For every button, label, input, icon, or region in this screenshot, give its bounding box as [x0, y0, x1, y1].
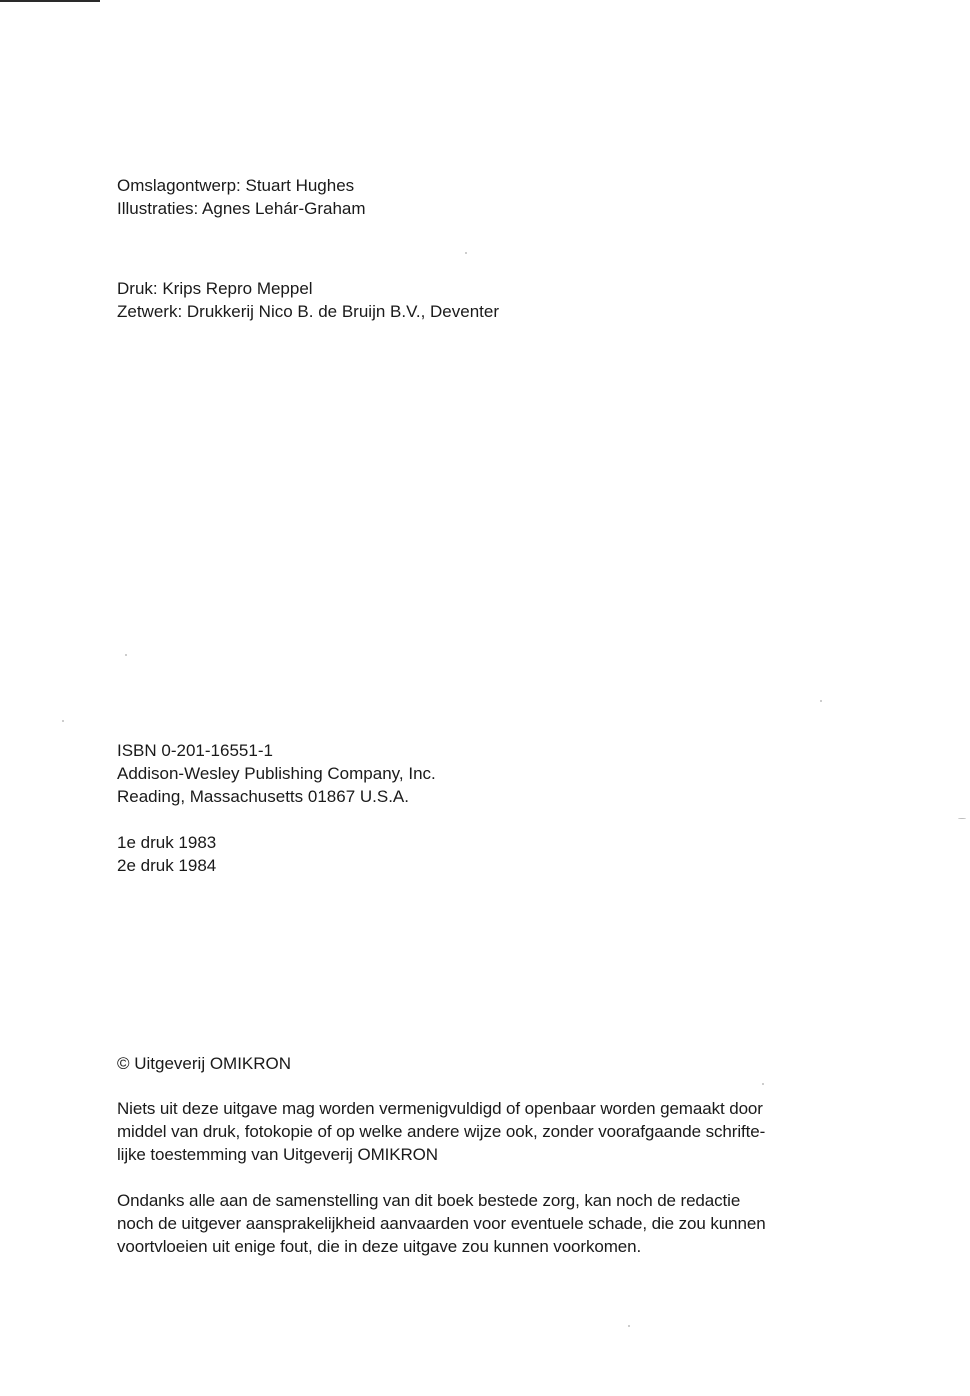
publisher-name: Addison-Wesley Publishing Company, Inc.	[117, 764, 436, 783]
scan-speck	[125, 654, 127, 656]
scan-speck	[628, 1325, 630, 1327]
copyright-holder: © Uitgeverij OMIKRON	[117, 1054, 292, 1073]
cover-design-credit: Omslagontwerp: Stuart Hughes	[117, 176, 355, 195]
disclaimer-line: Ondanks alle aan de samenstelling van dit boek bestede zorg, kan noch de redactie	[117, 1191, 741, 1210]
scan-speck	[762, 1083, 764, 1085]
print-credits-block	[117, 277, 499, 323]
editions-block	[117, 831, 216, 877]
typesetting-credit: Zetwerk: Drukkerij Nico B. de Bruijn B.V., Deventer	[117, 302, 500, 321]
illustrations-credit: Illustraties: Agnes Lehár-Graham	[117, 199, 366, 218]
copyright-notice	[117, 1052, 291, 1075]
notice-line: Niets uit deze uitgave mag worden vermenigvuldigd of openbaar worden gemaakt door	[117, 1099, 763, 1118]
scan-speck	[958, 818, 966, 819]
reproduction-notice	[117, 1097, 857, 1166]
liability-disclaimer	[117, 1189, 857, 1258]
publisher-address: Reading, Massachusetts 01867 U.S.A.	[117, 787, 409, 806]
scan-speck	[820, 700, 822, 702]
first-edition: 1e druk 1983	[117, 833, 217, 852]
isbn: ISBN 0-201-16551-1	[117, 741, 273, 760]
scan-speck	[62, 720, 64, 722]
publication-info-block	[117, 739, 436, 808]
scan-edge-mark	[0, 0, 100, 2]
printer-credit: Druk: Krips Repro Meppel	[117, 279, 313, 298]
notice-line: lijke toestemming van Uitgeverij OMIKRON	[117, 1145, 438, 1164]
disclaimer-line: noch de uitgever aansprakelijkheid aanvaarden voor eventuele schade, die zou kunnen	[117, 1214, 766, 1233]
credits-block	[117, 174, 366, 220]
notice-line: middel van druk, fotokopie of op welke andere wijze ook, zonder voorafgaande schrifte-	[117, 1122, 766, 1141]
second-edition: 2e druk 1984	[117, 856, 217, 875]
disclaimer-line: voortvloeien uit enige fout, die in deze uitgave zou kunnen voorkomen.	[117, 1237, 642, 1256]
scan-speck	[465, 252, 467, 254]
